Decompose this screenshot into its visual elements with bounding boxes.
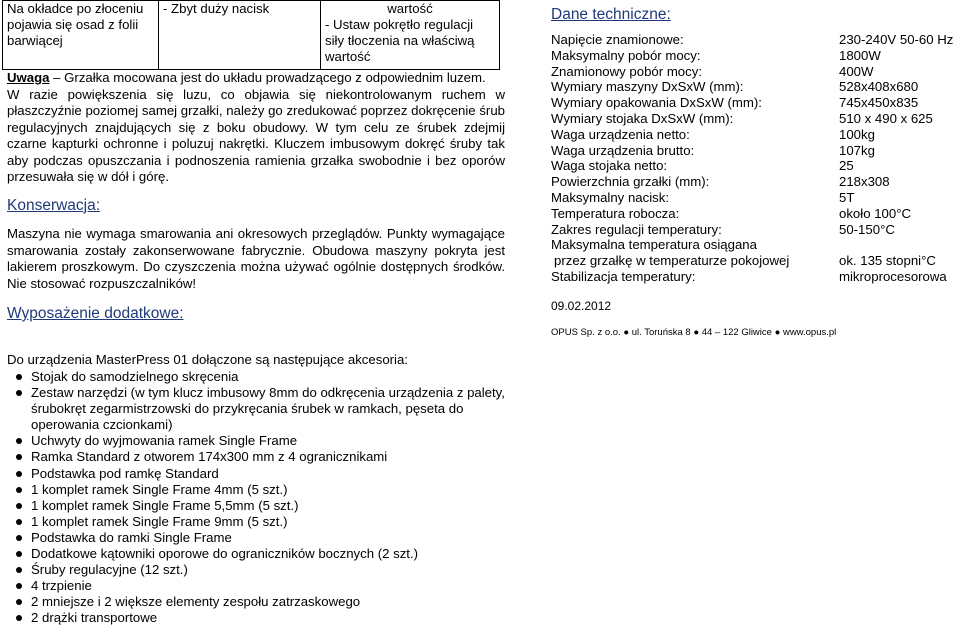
spec-value: 100kg bbox=[839, 126, 875, 142]
spec-value: 50-150°C bbox=[839, 221, 895, 237]
spec-row-maxtemp bbox=[551, 237, 957, 269]
list-item: Stojak do samodzielnego skręcenia bbox=[7, 369, 507, 385]
spec-value: 1800W bbox=[839, 47, 881, 63]
list-item: Podstawka do ramki Single Frame bbox=[7, 530, 507, 546]
list-item: 1 komplet ramek Single Frame 5,5mm (5 szt.) bbox=[7, 498, 507, 514]
spec-label: Napięcie znamionowe: bbox=[551, 32, 684, 47]
spec-row bbox=[551, 95, 957, 111]
list-item: 1 komplet ramek Single Frame 4mm (5 szt.) bbox=[7, 482, 507, 498]
cause-cell: - Zbyt duży nacisk bbox=[159, 1, 321, 70]
troubleshooting-table bbox=[2, 0, 500, 70]
spec-value: 107kg bbox=[839, 142, 875, 158]
company-footer: OPUS Sp. z o.o. ● ul. Toruńska 8 ● 44 – 122 Gliwice ● www.opus.pl bbox=[551, 326, 837, 338]
spec-label: Maksymalny pobór mocy: bbox=[551, 47, 701, 63]
spec-row bbox=[551, 174, 957, 190]
warning-intro: – Grzałka mocowana jest do układu prowadzącego z odpowiednim luzem. bbox=[49, 70, 486, 85]
spec-value: 510 x 490 x 625 bbox=[839, 110, 933, 126]
spec-label: Wymiary opakowania DxSxW (mm): bbox=[551, 95, 762, 111]
spec-row bbox=[551, 111, 957, 127]
spec-value: 745x450x835 bbox=[839, 95, 919, 111]
spec-label: Wymiary stojaka DxSxW (mm): bbox=[551, 110, 734, 126]
warning-label: Uwaga bbox=[7, 70, 50, 85]
list-item: 2 mniejsze i 2 większe elementy zespołu zatrzaskowego bbox=[7, 594, 507, 610]
left-column bbox=[7, 70, 505, 323]
list-item: Ramka Standard z otworem 174x300 mm z 4 ogranicznikami bbox=[7, 449, 507, 465]
spec-label: Waga urządzenia brutto: bbox=[551, 142, 695, 158]
spec-row bbox=[551, 206, 957, 222]
warning-body: W razie powiększenia się luzu, co objawia się niekontrolowanym ruchem w płaszczyźnie poziomej samej grzałki, należy go zredukować poprzez dokręcenie śrub regulacyjnych znajdujących się z boku obudowy. W tym celu ze śrubek zdejmij czarne kapturki ochronne i poluzuj nakrętki. Kluczem imbusowym dokręć śruby tak aby podczas opuszczania i podnoszenia ramienia grzałka swobodnie i bez oporów przesuwała się w dół i górę. bbox=[7, 86, 505, 184]
spec-value: 218x308 bbox=[839, 174, 890, 190]
equipment-intro: Do urządzenia MasterPress 01 dołączone są następujące akcesoria: bbox=[7, 352, 408, 367]
spec-value: ok. 135 stopni°C bbox=[839, 253, 936, 269]
spec-value: 528x408x680 bbox=[839, 79, 919, 95]
equipment-list bbox=[7, 369, 507, 627]
spec-label: Powierzchnia grzałki (mm): bbox=[551, 174, 710, 190]
equipment-heading: Wyposażenie dodatkowe: bbox=[7, 305, 184, 322]
maintenance-heading: Konserwacja: bbox=[7, 196, 101, 214]
spec-value: 230-240V 50-60 Hz bbox=[839, 32, 954, 47]
spec-label: Maksymalny nacisk: bbox=[551, 189, 669, 205]
spec-label: przez grzałkę w temperaturze pokojowej bbox=[554, 253, 790, 269]
spec-row bbox=[551, 158, 957, 174]
list-item: Podstawka pod ramkę Standard bbox=[7, 466, 507, 482]
spec-label: Stabilizacja temperatury: bbox=[551, 268, 696, 284]
problem-cell: Na okładce po złoceniu pojawia się osad z folii barwiącej bbox=[3, 1, 159, 70]
maintenance-text: Maszyna nie wymaga smarowania ani okresowych przeglądów. Punkty wymagające smarowania zostały zakonserwowane fabrycznie. Obudowa maszyny pokryta jest lakierem proszkowym. Do czyszczenia można używać ogólnie dostępnych środków. Nie stosować rozpuszczalników! bbox=[7, 226, 505, 291]
warning-paragraph bbox=[7, 70, 505, 186]
spec-row bbox=[551, 143, 957, 159]
list-item: Śruby regulacyjne (12 szt.) bbox=[7, 562, 507, 578]
spec-label: Temperatura robocza: bbox=[551, 205, 680, 221]
document-date: 09.02.2012 bbox=[551, 298, 612, 313]
spec-value: około 100°C bbox=[839, 205, 911, 221]
spec-row bbox=[551, 79, 957, 95]
spec-label: Waga stojaka netto: bbox=[551, 158, 668, 174]
spec-label: Waga urządzenia netto: bbox=[551, 126, 690, 142]
list-item: 1 komplet ramek Single Frame 9mm (5 szt.) bbox=[7, 514, 507, 530]
list-item: 2 drążki transportowe bbox=[7, 610, 507, 626]
spec-value: 25 bbox=[839, 158, 854, 174]
spec-label: Wymiary maszyny DxSxW (mm): bbox=[551, 79, 744, 95]
spec-row bbox=[551, 64, 957, 80]
spec-row bbox=[551, 190, 957, 206]
spec-label: Zakres regulacji temperatury: bbox=[551, 221, 722, 237]
list-item: Uchwyty do wyjmowania ramek Single Frame bbox=[7, 433, 507, 449]
spec-row bbox=[551, 222, 957, 238]
spec-value: mikroprocesorowa bbox=[839, 268, 947, 284]
list-item: Dodatkowe kątowniki oporowe do ograniczników bocznych (2 szt.) bbox=[7, 546, 507, 562]
spec-row bbox=[551, 127, 957, 143]
spec-row bbox=[551, 48, 957, 64]
solution-cell-top: wartość bbox=[321, 1, 500, 18]
spec-row-stabilization bbox=[551, 269, 957, 285]
list-item: 4 trzpienie bbox=[7, 578, 507, 594]
spec-label: Maksymalna temperatura osiągana bbox=[551, 237, 757, 253]
spec-value: 400W bbox=[839, 63, 874, 79]
spec-label: Znamionowy pobór mocy: bbox=[551, 63, 702, 79]
spec-row bbox=[551, 32, 957, 48]
specs-table bbox=[551, 32, 957, 340]
spec-value: 5T bbox=[839, 189, 855, 205]
specs-heading: Dane techniczne: bbox=[551, 6, 671, 23]
list-item: Zestaw narzędzi (w tym klucz imbusowy 8mm do odkręcenia urządzenia z palety, śrubokręt zegarmistrzowski do przykręcania śrubek w ramkach, pęseta do operowania czcionkami) bbox=[7, 385, 507, 433]
solution-cell: - Ustaw pokrętło regulacji siły tłoczenia na właściwą wartość bbox=[321, 17, 500, 70]
